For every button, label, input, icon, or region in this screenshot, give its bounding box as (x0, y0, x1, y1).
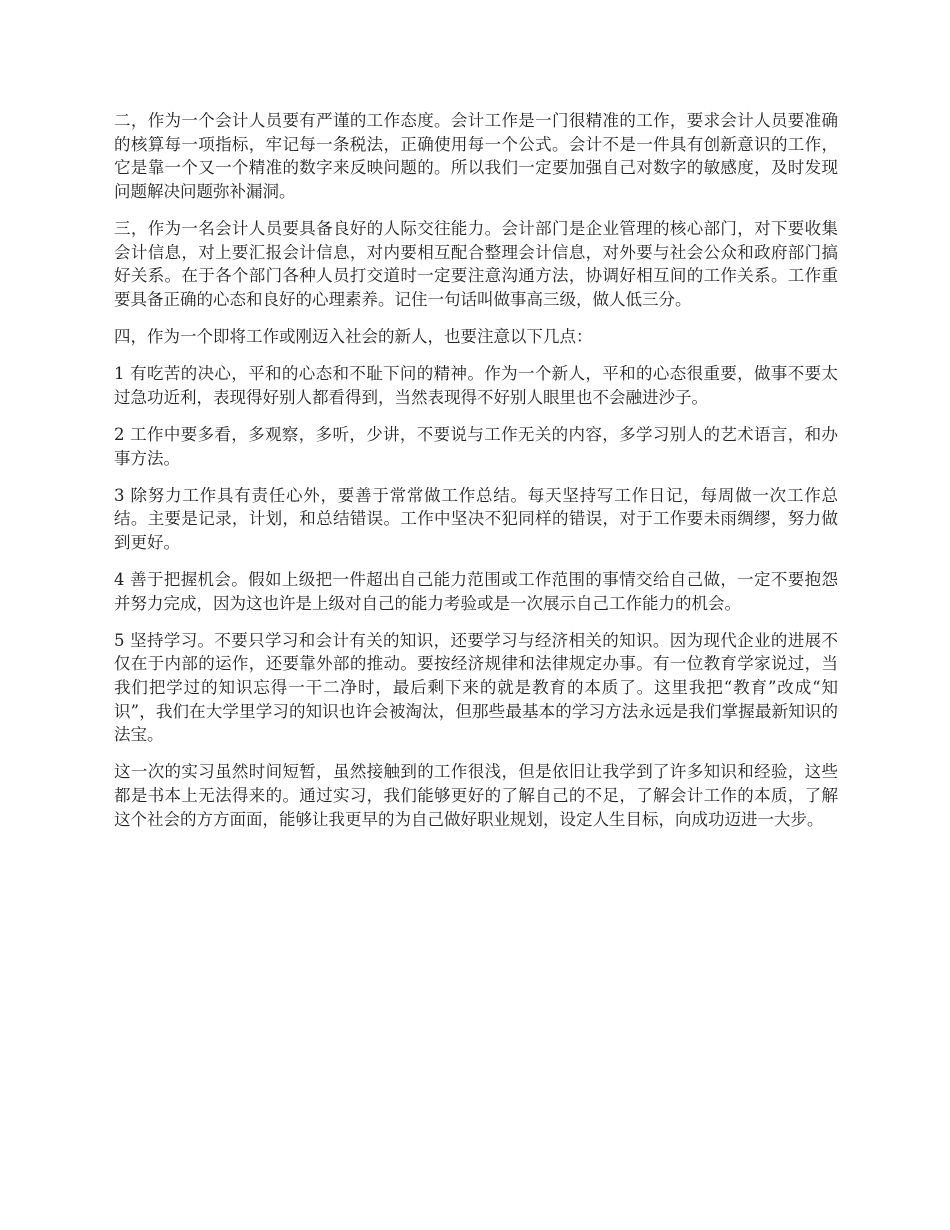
list-item-5: 5 坚持学习。不要只学习和会计有关的知识，还要学习与经济相关的知识。因为现代企业的进展不仅在于内部的运作，还要靠外部的推动。要按经济规律和法律规定办事。有一位教育学家说过，当我们把学过的知识忘得一干二净时，最后剩下来的就是教育的本质了。这里我把“教育”改成“知识”，我们在大学里学习的知识也许会被淘汰，但那些最基本的学习方法永远是我们掌握最新知识的法宝。 (114, 630, 838, 745)
list-item-3: 3 除努力工作具有责任心外，要善于常常做工作总结。每天坚持写工作日记，每周做一次工作总结。主要是记录，计划，和总结错误。工作中坚决不犯同样的错误，对于工作要未雨绸缪，努力做到更好。 (114, 485, 838, 552)
list-item-4: 4 善于把握机会。假如上级把一件超出自己能力范围或工作范围的事情交给自己做，一定不要抱怨并努力完成，因为这也许是上级对自己的能力考验或是一次展示自己工作能力的机会。 (114, 570, 838, 613)
list-item-2: 2 工作中要多看，多观察，多听，少讲，不要说与工作无关的内容，多学习别人的艺术语言，和办事方法。 (114, 424, 838, 468)
paragraph-attitude: 二，作为一个会计人员要有严谨的工作态度。会计工作是一门很精准的工作，要求会计人员要准确的核算每一项指标，牢记每一条税法，正确使用每一个公式。会计不是一件具有创新意识的工作，它是靠一个又一个精准的数字来反映问题的。所以我们一定要加强自己对数字的敏感度，及时发现问题解决问题弥补漏洞。 (114, 111, 838, 201)
document-body (114, 109, 838, 845)
paragraph-newcomer-intro: 四，作为一个即将工作或刚迈入社会的新人，也要注意以下几点： (114, 326, 593, 346)
list-item-1: 1 有吃苦的决心，平和的心态和不耻下问的精神。作为一个新人，平和的心态很重要，做事不要太过急功近利，表现得好别人都看得到，当然表现得不好别人眼里也不会融进沙子。 (114, 364, 838, 407)
paragraph-conclusion: 这一次的实习虽然时间短暂，虽然接触到的工作很浅，但是依旧让我学到了许多知识和经验，这些都是书本上无法得来的。通过实习，我们能够更好的了解自己的不足，了解会计工作的本质，了解这个社会的方方面面，能够让我更早的为自己做好职业规划，设定人生目标，向成功迈进一大步。 (114, 762, 838, 829)
paragraph-communication: 三，作为一名会计人员要具备良好的人际交往能力。会计部门是企业管理的核心部门，对下要收集会计信息，对上要汇报会计信息，对内要相互配合整理会计信息，对外要与社会公众和政府部门搞好关系。在于各个部门各种人员打交道时一定要注意沟通方法，协调好相互间的工作关系。工作重要具备正确的心态和良好的心理素养。记住一句话叫做事高三级，做人低三分。 (114, 218, 838, 309)
